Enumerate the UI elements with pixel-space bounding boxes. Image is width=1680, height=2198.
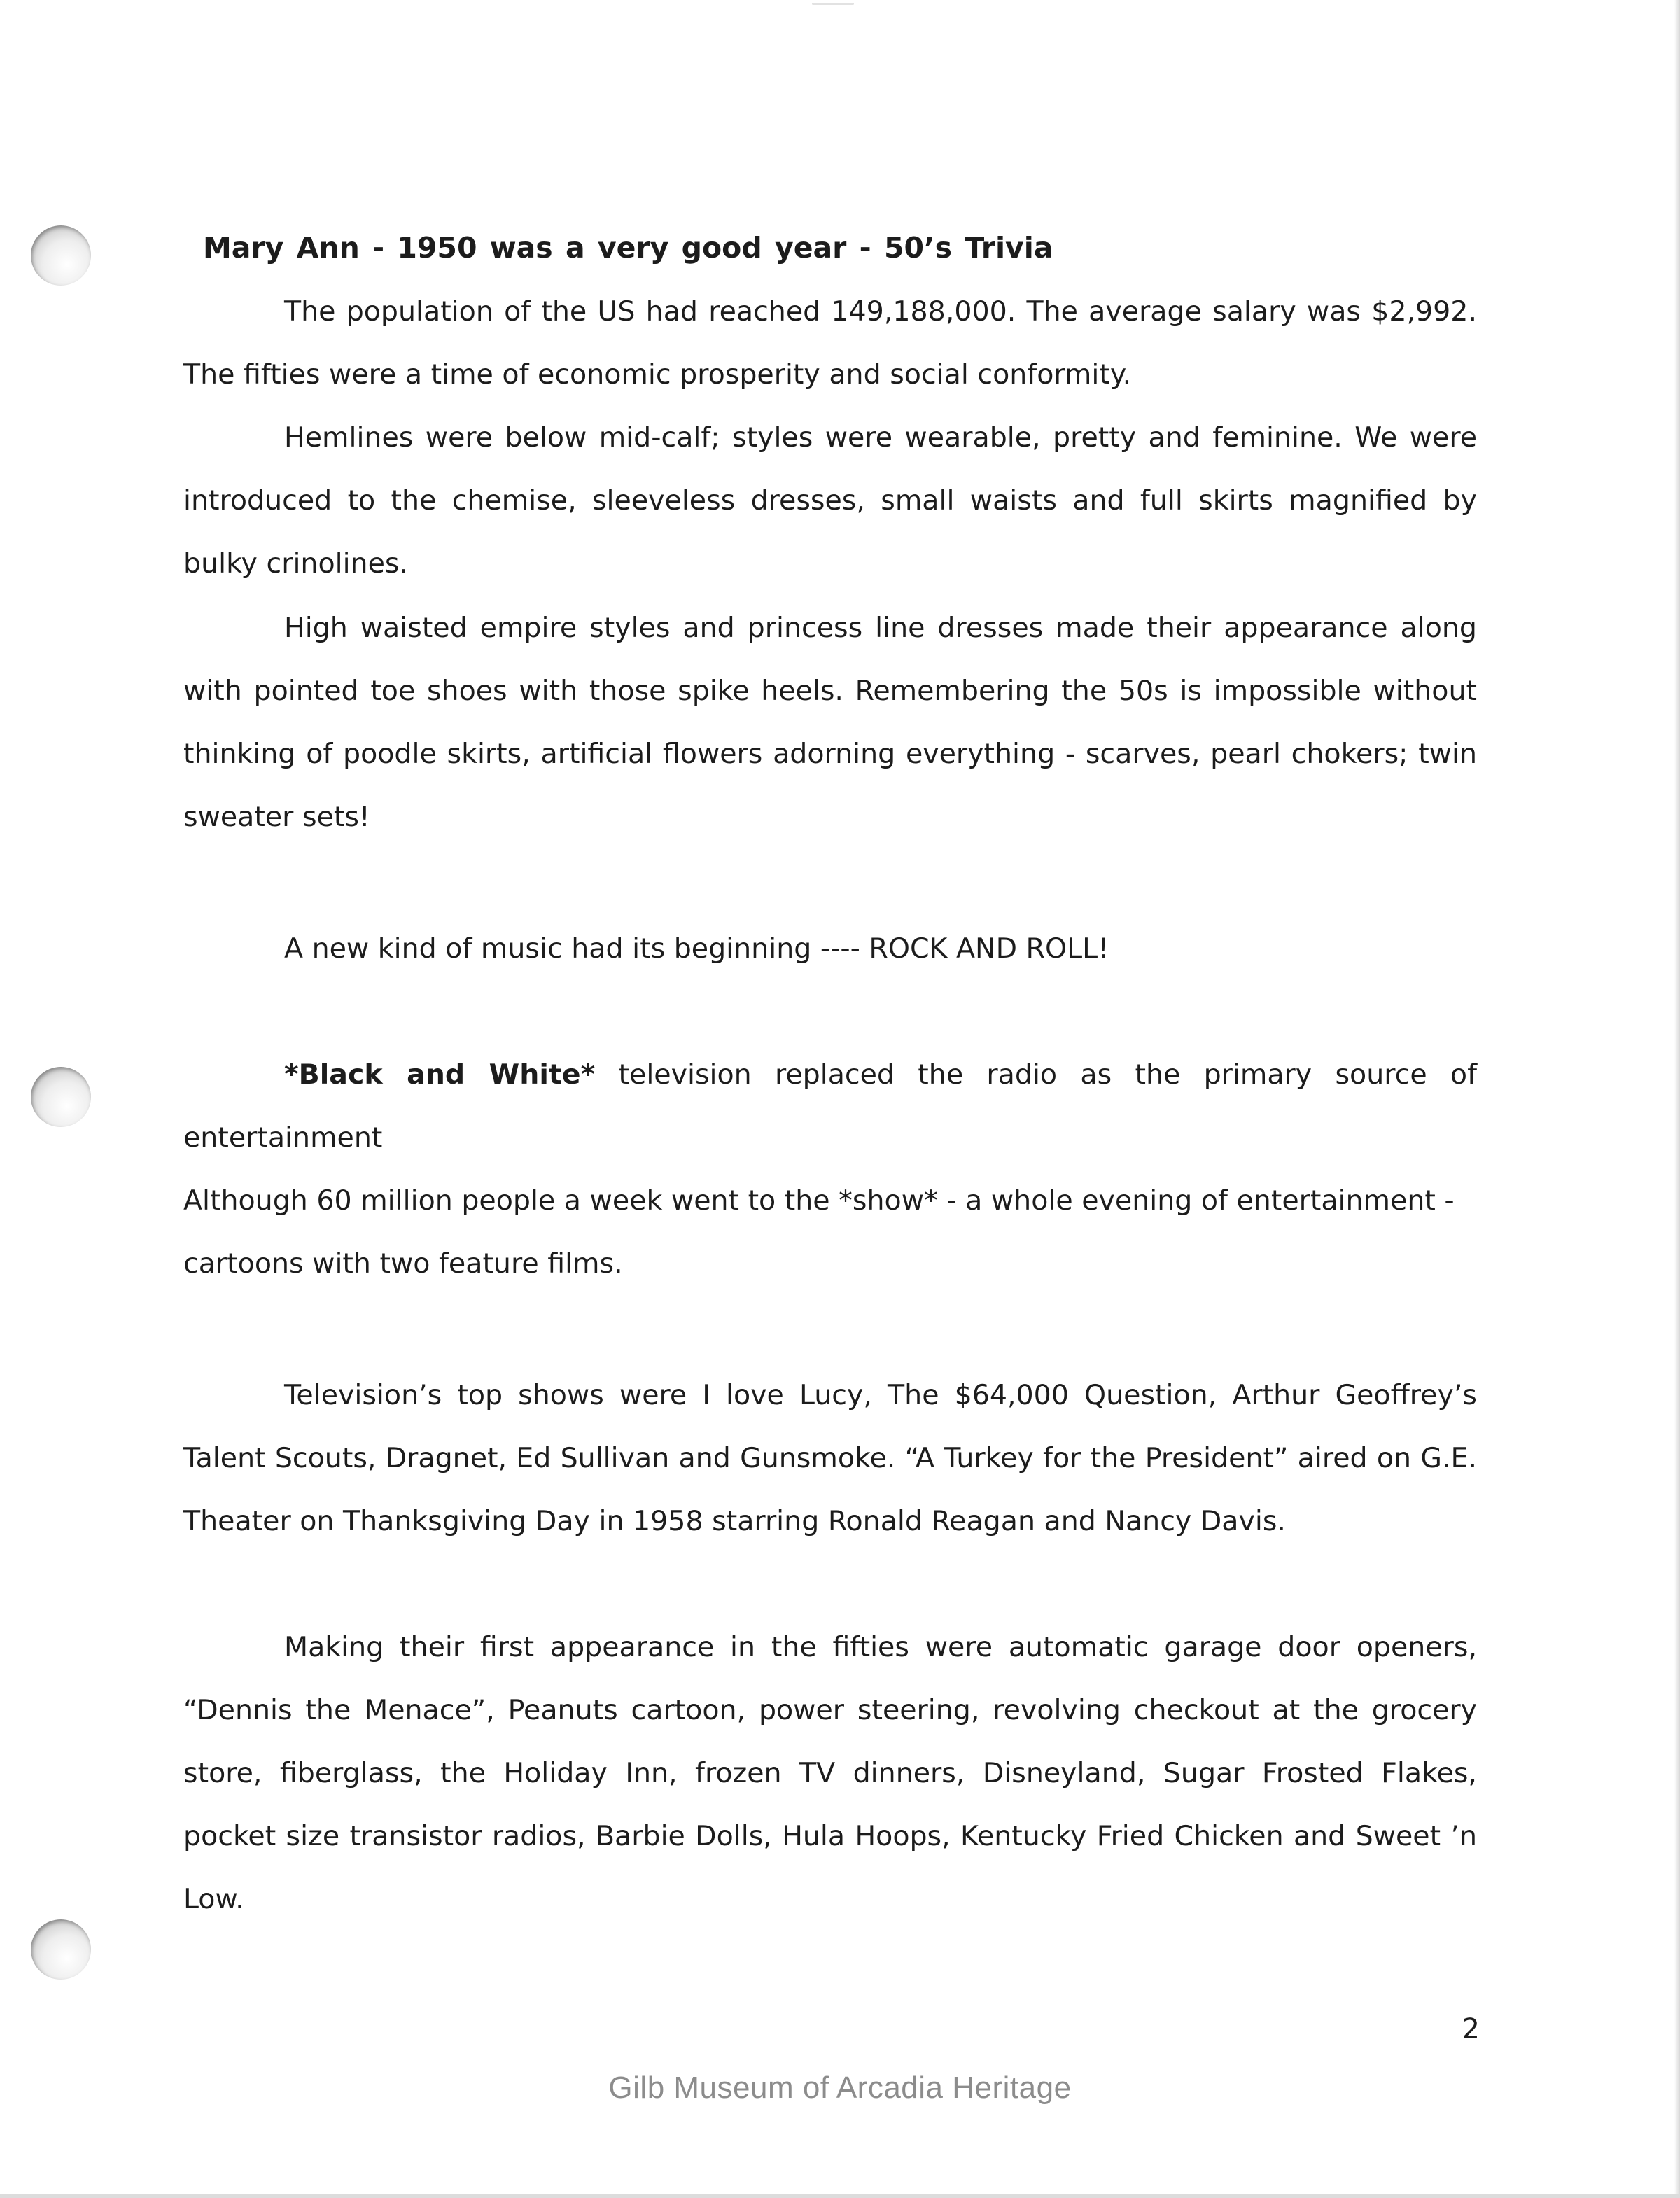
paragraph-television-text: television replaced the radio as the primary source of entertainment	[183, 1058, 1477, 1154]
footer-watermark: Gilb Museum of Arcadia Heritage	[608, 2071, 1072, 2105]
binder-hole-bottom	[31, 1919, 91, 1980]
paragraph-hemlines: Hemlines were below mid-calf; styles were wearable, pretty and feminine. We were introduced to the chemise, sleeveless dresses, small waists and full skirts magnified by bulky crinolines.	[183, 421, 1477, 580]
scan-mark	[812, 3, 854, 5]
paragraph-first-appearances: Making their first appearance in the fifties were automatic garage door openers, “Dennis the Menace”, Peanuts cartoon, power steering, revolving checkout at the grocery store, fiberglass, the Holiday Inn, frozen TV dinners, Disneyland, Sugar Frosted Flakes, pocket size transistor radios, Barbie Dolls, Hula Hoops, Kentucky Fried Chicken and Sweet ’n Low.	[183, 1631, 1477, 1915]
paragraph-television	[183, 1043, 1477, 1169]
paragraph-movies: Although 60 million people a week went to the *show* - a whole evening of entertainment - cartoons with two feature films.	[183, 1184, 1455, 1280]
page-title: Mary Ann - 1950 was a very good year - 50’s Trivia	[203, 231, 1054, 265]
paragraph-music: A new kind of music had its beginning ---- ROCK AND ROLL!	[284, 932, 1109, 965]
bold-phrase: *Black and White*	[284, 1058, 596, 1091]
binder-hole-top	[31, 225, 91, 286]
binder-hole-middle	[31, 1067, 91, 1127]
page-number: 2	[1462, 2013, 1480, 2045]
paragraph-population: The population of the US had reached 149,188,000. The average salary was $2,992. The fifties were a time of economic prosperity and social conformity.	[183, 295, 1477, 391]
paragraph-styles: High waisted empire styles and princess line dresses made their appearance along with pointed toe shoes with those spike heels. Remembering the 50s is impossible without thinking of poodle skirts, artificial flowers adorning everything - scarves, pearl chokers; twin sweater sets!	[183, 612, 1477, 833]
page-edge-bottom	[0, 2194, 1680, 2198]
page-edge-right	[1674, 0, 1680, 2198]
paragraph-top-shows: Television’s top shows were I love Lucy, The $64,000 Question, Arthur Geoffrey’s Talent Scouts, Dragnet, Ed Sullivan and Gunsmoke. “A Turkey for the President” aired on G.E. Theater on Thanksgiving Day in 1958 starring Ronald Reagan and Nancy Davis.	[183, 1379, 1477, 1537]
